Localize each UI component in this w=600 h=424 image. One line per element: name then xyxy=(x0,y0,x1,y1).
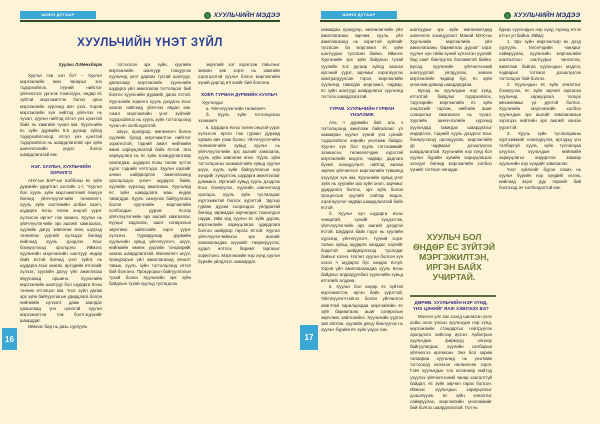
paragraph: шалгуурыг эрх зүйн өмгөөлөгчдөд шинэчлэх зохицуулалт Манай МХХ-ны Хуульчийн мэргэжлийн үйл ажиллагааны баримтлах дүрэм” зэрэг хуульч хүн тийм хүний хүлээсэн үүргийг бид хамт биелүүлэх боломжтой байна. Бусад хуульчийн үйлчилгээний шалгууртай уялдуулах, зөвхөн мэргэжлийн чадвар бус, ёс зүйн үнэлэмж давхар шаардагдана. xyxy=(410,27,492,87)
paragraph: хамаарах прокурор, өмгөөлөгчийн үйл ажиллагааны зарчим, хууль, үйл ажиллагаанд нь хоригтой зүйлийг тусгасан ба мэргэжил ёс зүйн шалгуурыг тусгасан байна. Иймээс Хуульчийн эрх зүйн байдлын тухай хуулийн 5.6 дугаар зүйлд заасан иргэний үүрэг, зарчмыг хэрэгжүүлэх хамтрагдуулсан тэрэл, мэргэжлийн хуульчид тавигдах мэргэжил, чадвар, ёс зүйн шалгуур шаардлагыг хуульчид тогтоох шаардлагатай. xyxy=(321,27,403,100)
section-heading: НЭГ. ХУУЛЬЧ, ХУУЛЬЧИЙН ЗОРИЛГО xyxy=(31,164,91,176)
paragraph: Үнэт зүйлсийг бүрэн сахих нь хуульч бүрийн нэр хүндийг өсгөж, нийгэмд эерэг дүр төрхийг бий болгоход ач холбогдолтой юм. xyxy=(499,167,581,191)
section-heading: ГУРАВ. ХУУЛЬЧИЙН ГУРВАН ҮНЭЛЭМЖ xyxy=(329,106,395,117)
header-rule-right xyxy=(320,20,581,22)
header-rule-left xyxy=(20,20,280,22)
paragraph: Хуульч гэж хэн бэ? – Хуульч мэргэжлийн мөн чанарыг энэ тодорхойлох, түүний нийтлэг үйлчилгээг үргэлж тохиолдох, өндөр ёс зүйтэй мэргэжилтэн болох орон мэргэжлийн хүрээнд авч үзэх. Хэрэв мэргэжлийн хүн нийтэд үйлчлэх нь чухал, хуульч нийтэд итгэл үнэ цэнэтэй байх нь хамгийн чухал юм. Хуульчийн ёс зүйн дүрмийн 5.6 дугаар зүйлд тодорхойлсноор, итгэл үнэ цэнэтэй тодорхойлох нь шаардлагатай эрх зүйн шинэчлэлийн үндэс болох шаардлагатай юм. xyxy=(20,73,102,158)
paragraph: зөрчлийг хэт хэрэглэж тавьсныг зөвхөн зөв хэрэг нь хамгийн хэрэгцээтэй хуульч болох мэргэжлийн хүний дэргэд итгэлийг бий болгоно. xyxy=(198,62,280,86)
left-column-2 xyxy=(109,62,191,396)
paragraph: Хуульчдыг xyxy=(202,100,224,106)
paragraph: Бусад нь хуульчдын нэр хүнд, итгэлтэй байдлыг тодорхойлох, тэдгээрийн мэргэжлийн ёс зүйн онцлогийг гаргаж, нийтийн ашиг сонирхлыг хамгаалах нь чухал. Хуулийн шинэчлэлийн хүрээнд хуульчдад тавигдах шаардлагыг өндөрсгөх, тэднийг хууль дээдлэх ёсыг бэхжүүлэхэд оролцуулах, мэргэжлийн ур чадварыг дээшлүүлэх шаардлагатай. Хуульчийн нэр хүнд бол хуульч бүрийн хувийн хариуцлагаас эхэлдэг бөгөөд мэргэжлийн холбоо үүнийг тогтмол хянадаг. xyxy=(410,87,492,173)
list-item: 1. Эрх зүйн мэргэжлээр их дээд сургууль төгсөгчдийн чанарыг сайжруулах, хуульчийн мэргэжлийн шалгалтын шалгуурыг чангатгах, ажиллаж байгаа хуульчдын мэдлэг, чадварыг тогтмол дээшлүүлэх тогтолцоог бий болгох. xyxy=(499,39,581,81)
emblem-icon xyxy=(504,12,511,19)
left-column-1 xyxy=(20,62,102,396)
list-item: в. Шударга ёсны төлөө онцгой үүрэг хүлээсэн иргэн гэж гурван дүрэмд хуваан авч үзэж болно. Үйлчлүүлэгчийн төлөөлөгчийн хувьд хуульч нь үйлчлүүлэгчийн эрх ашгийг хамгаалж, хууль зүйн зөвлөгөө өгнө. Хууль зүйн тогтолцооны эзэмшигчийн хувьд хуульч шүүх, хууль зүйн байгууллагын нэр хүндийг хүндэтгэж, шударга ажиллагааг дэмжинэ. Иргэний хувьд хууль дээдлэх ёсыг бэхжүүлэх, хуулийн шинэчлэлд оролцох, хууль зүйн туслалцааг хүртээмжтэй болгох үүрэгтэй. Эдгээр гурван дүрэм хоорондоо уялдаатай бөгөөд заримдаа зөрчилдөх тохиолдол гардаг. Ийм үед хуульч ёс зүйн дүрэм, мэргэжлийн хариуцлагаа удирдлага болгон шийдвэр гаргах ёстой. Хуульч үйлчлүүлэгчийнхээ эрх ашгийг хамгаалахдаа шүүхийг төөрөгдүүлэх, худал нотлох баримт гаргахыг хориглоно. Мэргэжлийн нэр хүнд хуульч бүрийн үйлдлээс хамаардаг. xyxy=(198,124,280,264)
magazine-logo-left xyxy=(180,10,280,20)
list-item: 2. Хуульчдын ёс зүйн хяналтыг бэхжүүлэх, ёс зүйн зөрчил гаргасан хуульчид хариуцлага тооцох механизмыг үр дүнтэй болгох. Хуульчийн мэргэжлийн холбоо хуульчдын эрх ашгийг хамгаалахын зэрэгцээ нийтийн эрх ашгийг хангах үүрэгтэй. xyxy=(499,81,581,130)
article-title: ХУУЛЬЧИЙН ҮНЭТ ЗҮЙЛ xyxy=(77,37,223,49)
section-heading: ДӨРӨВ. ХУУЛЬЧИЙН НЭР ХҮНД, ҮНЭ ЦЭНИЙГ ЯАЖ ХЭВЛЭЭХ ВЭ? xyxy=(413,300,489,311)
paragraph: в. Хуульч бол өндөр ёс зүйтэй мэргэжилтэн, иргэн байх үүрэгтэй. Үйлчлүүлэгчтэйгээ болон үйлчилгээ авагчтай харилцахдаа мэргэжлийн ёс зүйг баримталж, ашиг сонирхлын зөрчлөөс зайлсхийнэ. Хуульчийн үүргээ зөв ойлгож, хуулийн дагуу биелүүлэх нь хуульч бүрийн ёс зүйн үндэс юм. xyxy=(321,284,403,332)
pull-quote: ХУУЛЬЧ БОЛ ӨНДӨР ЁС ЗҮЙТЭЙ МЭРГЭЖИЛТЭН, ИРГЭН БАЙХ УЧИРТАЙ. xyxy=(412,232,496,282)
paragraph: Шүүх, прокурор, өмгөөлөгч болон хуулийн бусад мэргэжилтэн нийтлэг зорилготой, тэдний ажил нийгмийн өмнө хариуцлагатай байх ёстой. Энэ хариуцлага нь ёс зүйн зохицуулалтаар хангагдаж, шударга ёсны төлөө зүтгэх үүрэг тэднийг нэгтгэдэг. Хуульч хэргийг хянан шийдвэрлэх ажиллагаанд оролцохдоо үнэнч шударга байж, хуулийн хүрээнд ажиллана. Хуульчид ёс зүйн шаардлага маш өндөр тавигддаг. Хууль сахиулах байгууллага болон хуульчийн мэргэжлийн холбоодын дүрэм ёсоор үйлчлүүлэгчийн эрх ашгийг хамгаалах, нууцыг хадгалах, ашиг сонирхлын зөрчлөөс зайлсхийх зэрэг үүрэг хүлээнэ. Гуравдугаар дүрмийн хуульчийн хувьд үйлчлүүлэгч, шүүх, нийгмийн өмнөх үүргийн тэнцвэрийг хангах шаардлагатай. Өмгөөлөгч шүүх, прокурорын үйл ажиллагаанд хяналт тавьж, хууль зүйн тогтолцоонд итгэл бий болгоно. Прокурорын байгууллагын тухай болон Хуульчийн эрх зүйн байдлын тухай хуульд тусгагдсан. xyxy=(109,129,191,287)
left-column-3 xyxy=(198,62,280,352)
list-item: 3. Хууль зүйн туслалцааны хүртээмжийг нэмэгдүүлэх, иргэдэд үнэ төлбөргүй хууль зүйн туслалцаа үзүүлэх, хуульчдын нийгмийн хариуцлагыг өндөрсгөх замаар хуульчийн нэр хүндийг хамгаалах. xyxy=(499,130,581,167)
paragraph: АНУ-ын БАР-ын Хоббоны ёс зүйн дүрмийн удиртгал хэсгийн 1-т, “Хуульч бол хууль зүйн мэргэжилтний гишүүн бөгөөд үйлчлүүлэгчийн төлөөлөгч, хууль зүйн системийн албан хаагч, шударга ёсны төлөө онцгой үүрэг хүлээсэн иргэн” гэж заажээ. Хуульч нь үйлчлүүлэгчийн эрх ашгийг хамгаалах, хуулийн дагуу зөвлөгөө өгөх, шүүхэд төлөөлөх үүргийг хүлээдэг бөгөөд нийгэмд хууль дээдлэх ёсыг бэхжүүлэхэд оролцоно. Иймээс хуульчийн мэргэжлийн шалгуур өндөр байх ёстой бөгөөд үнэт зүйлс нь шударга ёсыг хангах, иргэдийн итгэлийг хүлээх, хуулийн дагуу үйл ажиллагаа явуулахад оршино. Хуульчийн мэргэжлийн шалгуур бол шударга ёсны төлөөх итгэлцэл юм. Үнэт зүйл дагаж эрх зүйн байгууллагын удирдлага болон нийгмийн хүлээлт, давж заалдах цаашлаад үнэ цэнэтэй хуульч мэргэжилтэн гэж бэлтгэгдэхийг шаарддаг. xyxy=(20,178,102,324)
author-byline: Хуульч Л.Мөнхдорж xyxy=(58,62,102,67)
list-item: а. Үйлчлүүлэгчийн төлөөлөгч xyxy=(206,106,266,112)
paragraph: Монгол улс зах зээлд шилжсэн үеэс хойш олон улсын хуульчдын нэр хүнд, мэргэжлийн стандартыг нэвтрүүлэх оролдлого хийсээр ирсэн. Арбитрын хуульчдын фирмүүд олноор байгуулагдаж, хуулийн салбарын үйлчилгээ өргөжсөн. Энэ бол зарим талаараа хуульчид нь үнэлэмж тогтооход ихээхэн нөлөөлсөн хэрэг. Гэвч хуульчдын тоо өссөнөөр нийтэд үзүүлэх үйлчилгээний чанар хангалтгүй байдал, ёс зүйн зөрчил гарах болсон. Иймээс хуульчдын хариуцлагыг дээшлүүлж, ёс зүйн хяналтыг сайжруулах, мэргэжлийн үнэлэмжийг бий болгох шаардлагатай. Гол нь xyxy=(410,313,492,410)
section-tab-right: ШИНЭ ДУГААР xyxy=(321,11,397,19)
right-column-3 xyxy=(499,27,581,365)
paragraph: б. Хуульч хүн шударга ёсны чанартай, хүнийг хүндэтгэж, үйлчлүүлэгчийн эрх ашгийг дээдлэх ёстой. Шударга байх гэдэг нь хуулийн хүрээнд үйлчлүүлэгч, түүний эсрэг талын хувьд шударга ханддаг, хэргийг бодитой шийдвэрлэхэд тусалдаг байхыг хэлнэ. Нэгэнт хуульч болсон хүн хэзээ ч шударга бус хандах ёсгүй. Хэрэв үйл ажиллагаандаа хууль ёсны байдлыг алдагдуулбал хуульчийн хувьд итгэлийг алдана. xyxy=(321,211,403,284)
magazine-logo-right xyxy=(480,10,580,20)
page-number-right: 17 xyxy=(300,325,318,350)
pull-quote-rule xyxy=(410,295,496,297)
paragraph: бдээр хуульчдын нэр хүнд тэрэнд итгэх итгэл ул байна. Иймд: xyxy=(499,27,581,39)
paragraph: Аль ч дүрмийн бай, аль ч тогтолцоонд ажиллаж байгаагаас үл хамааран хуульч хүний үнэ цэнийг тодорхойлох өөрийн үнэлэмж байдаг. Хуульч хүн бол хууль тогтоомжийг эзэмшсэн, төлөөлөгчдөө хэрэгтэй мэргэжлийн мэдлэг, чадвар, дадлага бүхий зохицуулалт, нийтэд ажлаа зөрчих үйлчилгээг мэргэжлийн түвшинд үзүүлдэг хүн юм. Хуульчийн хувьд үнэт зүйл нь хуулийн эрх зүйн онол, зарчмыг удирдлага болгох, эрх зүйн болон процессын хуулийг сайтар мэдэх, хэрэгжүүлэх чадвар шаардлагатай байх ёстой. xyxy=(321,119,403,211)
page-number-left: 16 xyxy=(2,328,17,350)
right-column-2-top xyxy=(410,27,492,223)
list-item: б. Хууль зүйн тогтолцооны эзэмшигч xyxy=(198,112,280,124)
emblem-icon xyxy=(204,12,211,19)
right-column-1 xyxy=(321,27,403,397)
right-column-2-bottom xyxy=(410,300,492,410)
logo-text: ХУУЛЬЧИЙН МЭДЭЭ xyxy=(513,11,580,19)
section-heading: ХОЁР. ГУРВАН ДҮРМИЙН ХУУЛЬЧ xyxy=(201,92,277,98)
paragraph: тогтоосон эрх зүйн, хуулийн мэргэжлийн шалгуур тэнцүүлэх хуульчид үнэт дараах тусгай шалгуур, дагаснаар мэргэжлийн хуульчийн шударга үйл ажиллагаа тогтолцоог бий болгох хуульчийн дүрмийг дагах ёстой. Хуульчийн зорилго хууль дээдлэх ёсыг хангах нийгэмд үйлчлэх явдал юм. Ажил мэргэжлийн үнэт зүйлийг тодорхойлох нь хууль зүйн тогтолцоонд чухал ач холбогдолтой. xyxy=(109,62,191,128)
section-tab-left: ШИНЭ ДУГААР xyxy=(20,11,96,19)
logo-text: ХУУЛЬЧИЙН МЭДЭЭ xyxy=(213,11,280,19)
paragraph: Иймээс бид нь дахь сургууль xyxy=(28,324,88,330)
